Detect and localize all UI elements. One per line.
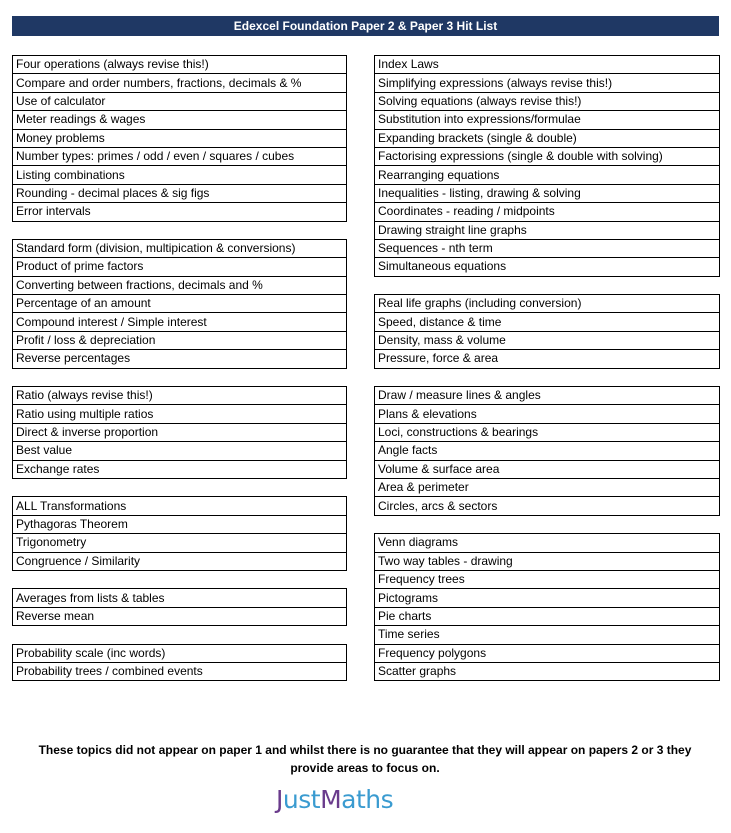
logo-letter: J — [276, 784, 283, 814]
topic-row — [13, 203, 347, 221]
topic-row — [375, 589, 720, 607]
topic-cell: Probability trees / combined events — [13, 662, 347, 680]
topic-cell: Scatter graphs — [375, 662, 720, 680]
topic-row — [13, 662, 347, 680]
spacer-cell — [375, 276, 720, 294]
justmaths-logo — [276, 782, 402, 816]
topic-row — [13, 295, 347, 313]
topic-cell: Coordinates - reading / midpoints — [375, 203, 720, 221]
topic-cell: Density, mass & volume — [375, 331, 720, 349]
topic-cell: Use of calculator — [13, 92, 347, 110]
topic-cell: Converting between fractions, decimals and % — [13, 276, 347, 294]
topic-row — [375, 313, 720, 331]
topic-cell: Error intervals — [13, 203, 347, 221]
topic-row — [13, 589, 347, 607]
topic-cell: Plans & elevations — [375, 405, 720, 423]
topic-row — [13, 258, 347, 276]
topic-cell: Area & perimeter — [375, 478, 720, 496]
topic-row — [13, 276, 347, 294]
topic-row — [13, 387, 347, 405]
topic-cell: Pictograms — [375, 589, 720, 607]
topic-cell: Four operations (always revise this!) — [13, 56, 347, 74]
logo-letter: s — [380, 784, 394, 814]
topic-row — [375, 442, 720, 460]
topic-cell: Exchange rates — [13, 460, 347, 478]
logo-letter: a — [341, 784, 356, 814]
topic-row — [13, 423, 347, 441]
topic-cell: Pie charts — [375, 607, 720, 625]
topic-cell: Volume & surface area — [375, 460, 720, 478]
topic-row — [375, 405, 720, 423]
topic-cell: Percentage of an amount — [13, 295, 347, 313]
topic-row — [375, 497, 720, 515]
topic-row — [375, 239, 720, 257]
topic-row — [375, 662, 720, 680]
topic-row — [13, 405, 347, 423]
topic-row — [375, 387, 720, 405]
logo-letter: M — [320, 784, 342, 814]
logo-letter: t — [310, 784, 321, 814]
spacer-cell — [13, 626, 347, 644]
topic-row — [13, 570, 347, 588]
topic-row — [375, 221, 720, 239]
right-topic-table — [374, 55, 720, 681]
topic-cell: Venn diagrams — [375, 534, 720, 552]
topic-row — [375, 552, 720, 570]
topic-cell: Frequency polygons — [375, 644, 720, 662]
topic-cell: Compare and order numbers, fractions, decimals & % — [13, 74, 347, 92]
topic-cell: Simultaneous equations — [375, 258, 720, 276]
topic-row — [375, 607, 720, 625]
topic-cell: Pressure, force & area — [375, 350, 720, 368]
topic-cell: Sequences - nth term — [375, 239, 720, 257]
topic-cell: Product of prime factors — [13, 258, 347, 276]
topic-row — [13, 644, 347, 662]
topic-row — [13, 147, 347, 165]
topic-row — [375, 203, 720, 221]
topic-row — [13, 111, 347, 129]
topic-cell: Circles, arcs & sectors — [375, 497, 720, 515]
topic-row — [375, 166, 720, 184]
topic-cell: Meter readings & wages — [13, 111, 347, 129]
topic-cell: Rearranging equations — [375, 166, 720, 184]
topic-cell: ALL Transformations — [13, 497, 347, 515]
left-topic-table — [12, 55, 347, 681]
topic-row — [13, 74, 347, 92]
spacer-cell — [13, 570, 347, 588]
topic-cell: Real life graphs (including conversion) — [375, 295, 720, 313]
topic-cell: Profit / loss & depreciation — [13, 331, 347, 349]
topic-cell: Compound interest / Simple interest — [13, 313, 347, 331]
topic-cell: Reverse percentages — [13, 350, 347, 368]
topic-row — [13, 129, 347, 147]
topic-cell: Congruence / Similarity — [13, 552, 347, 570]
topic-row — [375, 184, 720, 202]
topic-row — [13, 313, 347, 331]
topic-row — [13, 331, 347, 349]
topic-row — [375, 129, 720, 147]
topic-row — [13, 442, 347, 460]
topic-row — [375, 147, 720, 165]
topic-cell: Simplifying expressions (always revise this!) — [375, 74, 720, 92]
topic-row — [375, 626, 720, 644]
topic-row — [375, 92, 720, 110]
topic-row — [375, 276, 720, 294]
topic-cell: Reverse mean — [13, 607, 347, 625]
topic-row — [13, 534, 347, 552]
topic-row — [375, 478, 720, 496]
topic-cell: Expanding brackets (single & double) — [375, 129, 720, 147]
topic-row — [13, 221, 347, 239]
topic-row — [13, 92, 347, 110]
topic-row — [13, 607, 347, 625]
topic-cell: Substitution into expressions/formulae — [375, 111, 720, 129]
logo-letter: u — [282, 784, 299, 814]
topic-row — [375, 74, 720, 92]
topic-cell: Ratio (always revise this!) — [13, 387, 347, 405]
spacer-cell — [13, 368, 347, 386]
topic-row — [13, 239, 347, 257]
topic-row — [13, 368, 347, 386]
topic-row — [375, 111, 720, 129]
topic-row — [13, 56, 347, 74]
page-title: Edexcel Foundation Paper 2 & Paper 3 Hit List — [12, 16, 719, 36]
topic-row — [13, 515, 347, 533]
spacer-cell — [13, 478, 347, 496]
topic-row — [375, 460, 720, 478]
topic-cell: Averages from lists & tables — [13, 589, 347, 607]
spacer-cell — [375, 515, 720, 533]
topic-row — [375, 368, 720, 386]
topic-cell: Probability scale (inc words) — [13, 644, 347, 662]
topic-cell: Drawing straight line graphs — [375, 221, 720, 239]
topic-row — [375, 423, 720, 441]
spacer-cell — [375, 368, 720, 386]
logo-letter: s — [298, 784, 311, 814]
topic-cell: Two way tables - drawing — [375, 552, 720, 570]
topic-cell: Solving equations (always revise this!) — [375, 92, 720, 110]
topic-row — [13, 350, 347, 368]
topic-row — [375, 295, 720, 313]
topic-row — [375, 644, 720, 662]
topic-cell: Rounding - decimal places & sig figs — [13, 184, 347, 202]
topic-row — [375, 331, 720, 349]
topic-row — [13, 478, 347, 496]
topic-row — [375, 570, 720, 588]
topic-cell: Draw / measure lines & angles — [375, 387, 720, 405]
topic-cell: Number types: primes / odd / even / squares / cubes — [13, 147, 347, 165]
topic-cell: Loci, constructions & bearings — [375, 423, 720, 441]
logo-letter: t — [355, 784, 366, 814]
topic-row — [375, 534, 720, 552]
topic-cell: Listing combinations — [13, 166, 347, 184]
topic-row — [375, 515, 720, 533]
spacer-cell — [13, 221, 347, 239]
topic-cell: Ratio using multiple ratios — [13, 405, 347, 423]
topic-cell: Trigonometry — [13, 534, 347, 552]
topic-cell: Speed, distance & time — [375, 313, 720, 331]
topic-cell: Inequalities - listing, drawing & solving — [375, 184, 720, 202]
topic-row — [13, 497, 347, 515]
footer-note: These topics did not appear on paper 1 and whilst there is no guarantee that they will appear on papers 2 or 3 they provide areas to focus on. — [38, 743, 692, 775]
topic-cell: Money problems — [13, 129, 347, 147]
topic-row — [13, 626, 347, 644]
topic-cell: Angle facts — [375, 442, 720, 460]
topic-cell: Time series — [375, 626, 720, 644]
topic-cell: Index Laws — [375, 56, 720, 74]
topic-row — [375, 56, 720, 74]
topic-cell: Pythagoras Theorem — [13, 515, 347, 533]
topic-row — [375, 350, 720, 368]
topic-cell: Factorising expressions (single & double with solving) — [375, 147, 720, 165]
topic-row — [13, 166, 347, 184]
topic-cell: Standard form (division, multipication & conversions) — [13, 239, 347, 257]
topic-cell: Frequency trees — [375, 570, 720, 588]
topic-row — [13, 552, 347, 570]
topic-cell: Best value — [13, 442, 347, 460]
topic-cell: Direct & inverse proportion — [13, 423, 347, 441]
topic-row — [13, 460, 347, 478]
logo-letter: h — [365, 784, 381, 814]
topic-row — [13, 184, 347, 202]
topic-row — [375, 258, 720, 276]
